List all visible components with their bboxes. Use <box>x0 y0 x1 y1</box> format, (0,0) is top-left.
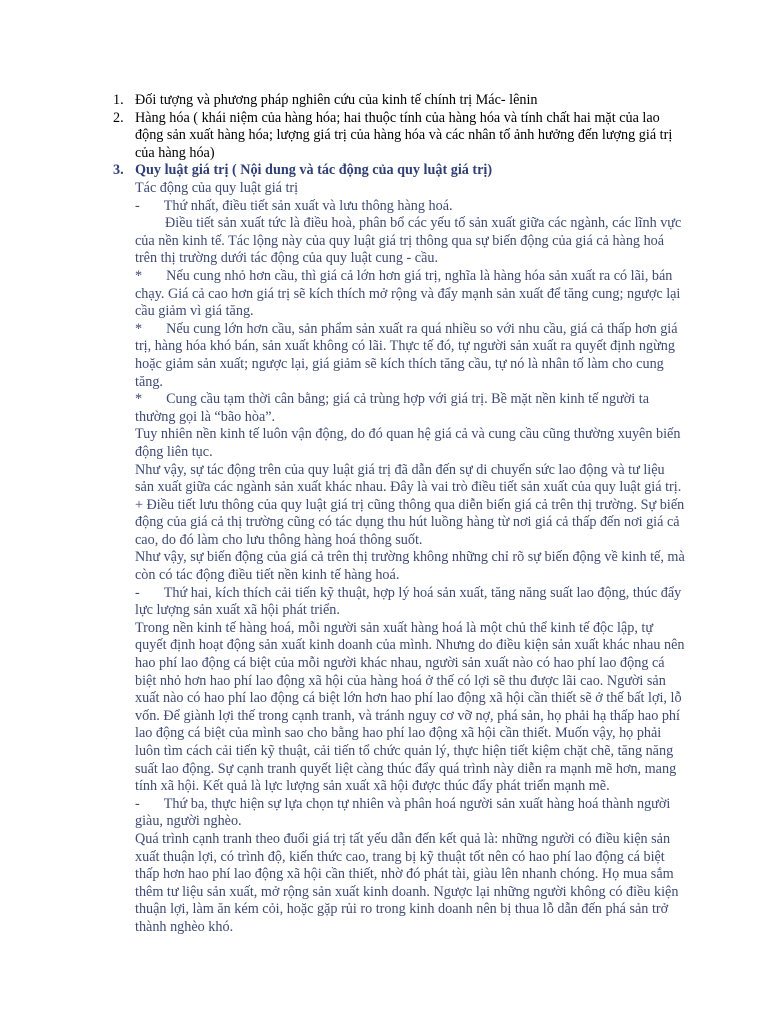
list-item-1 <box>107 92 689 110</box>
dash-marker: - <box>135 795 140 812</box>
star-item-text: Nếu cung lớn hơn cầu, sản phẩm sản xuất ra quá nhiều so với nhu cầu, giá cả thấp hơn giá trị, hàng hóa khó bán, sản xuất không có lãi. Thực tế đó, tự người sản xuất ra quyết định ngừng hoặc giảm sản xuất; ngược lại, giá giảm sẽ kích thích tăng cầu, tự nó là nhân tố làm cho cung tăng. <box>135 320 678 390</box>
paragraph: Quá trình cạnh tranh theo đuổi giá trị tất yếu dẫn đến kết quả là: những người có điều kiện sản xuất thuận lợi, có trình độ, kiến thức cao, trang bị kỹ thuật tốt nên có hao phí lao động cá biệt thấp hơn hao phí lao động xã hội cần thiết, nhờ đó phát tài, giàu lên nhanh chóng. Họ mua sắm thêm tư liệu sản xuất, mở rộng sản xuất kinh doanh. Ngược lại những người không có điều kiện thuận lợi, làm ăn kém cỏi, hoặc gặp rủi ro trong kinh doanh nên bị thua lỗ dẫn đến phá sản trở thành nghèo khó. <box>135 830 679 935</box>
list-number: 2. <box>113 109 124 126</box>
star-marker: * <box>135 320 143 337</box>
list-item-text: Quy luật giá trị ( Nội dung và tác động của quy luật giá trị) <box>135 162 493 179</box>
section-body <box>135 180 685 937</box>
paragraph: Tuy nhiên nền kinh tế luôn vận động, do đó quan hệ giá cả và cung cầu cũng thường xuyên biến động liên tục. <box>135 426 681 460</box>
paragraph: Trong nền kinh tế hàng hoá, mỗi người sản xuất hàng hoá là một chủ thể kinh tế độc lập, tự quyết định hoạt động sản xuất kinh doanh của mình. Nhưng do điều kiện sản xuất khác nhau nên hao phí lao động cá biệt của mỗi người khác nhau, người sản xuất nào có hao phí lao động cá biệt nhỏ hơn hao phí lao động xã hội của hàng hoá ở thế có lợi sẽ thu được lãi cao. Người sản xuất nào có hao phí lao động cá biệt lớn hơn hao phí lao động xã hội cần thiết sẽ ở thế bất lợi, lỗ vốn. Để giành lợi thế trong cạnh tranh, và tránh nguy cơ vỡ nợ, phá sản, họ phải hạ thấp hao phí lao động cá biệt của mình sao cho bằng hao phí lao động xã hội cần thiết. Muốn vậy, họ phải luôn tìm cách cải tiến kỹ thuật, cải tiến tổ chức quản lý, thực hiện tiết kiệm chặt chẽ, tăng năng suất lao động. Sự cạnh tranh quyết liệt càng thúc đẩy quá trình này diễn ra mạnh mẽ hơn, mang tính xã hội. Kết quả là lực lượng sản xuất xã hội được thúc đẩy phát triển mạnh mẽ. <box>135 619 685 795</box>
list-item-text: Đối tượng và phương pháp nghiên cứu của kinh tế chính trị Mác- lênin <box>135 92 538 108</box>
paragraph: Điều tiết sản xuất tức là điều hoà, phân bổ các yếu tố sản xuất giữa các ngành, các lĩnh vực của nền kinh tế. Tác lộng này của quy luật giá trị thông qua sự biến động của giá cả hàng hoá trên thị trường dưới tác động của quy luật cung - cầu. <box>135 215 682 267</box>
dash-item-text: Thứ hai, kích thích cải tiến kỹ thuật, hợp lý hoá sản xuất, tăng năng suất lao động, thúc đẩy lực lượng sản xuất xã hội phát triển. <box>135 584 682 619</box>
paragraph: + Điều tiết lưu thông của quy luật giá trị cũng thông qua diễn biến giá cả trên thị trường. Sự biến động của giá cả thị trường cũng có tác dụng thu hút luồng hàng từ nơi giá cả thấp đến nơi giá cả cao, do đó làm cho lưu thông hàng hoá thông suốt. <box>135 496 685 548</box>
list-item-text: Hàng hóa ( khái niệm của hàng hóa; hai thuộc tính của hàng hóa và tính chất hai mặt của lao động sản xuất hàng hóa; lượng giá trị của hàng hóa và các nhân tố ảnh hưởng đến lượng giá trị của hàng hóa) <box>135 109 673 161</box>
star-marker: * <box>135 391 143 408</box>
dash-item <box>135 796 685 831</box>
dash-item <box>135 198 685 216</box>
list-item-2 <box>107 110 689 163</box>
list-item-3-heading <box>107 162 689 180</box>
paragraph: Như vậy, sự tác động trên của quy luật giá trị đã dẫn đến sự di chuyển sức lao động và tư liệu sản xuất giữa các ngành sản xuất khác nhau. Đây là vai trò điều tiết sản xuất của quy luật giá trị. <box>135 461 682 496</box>
subheading: Tác động của quy luật giá trị <box>135 180 299 196</box>
dash-item <box>135 585 685 620</box>
dash-marker: - <box>135 197 140 214</box>
list-number: 3. <box>113 162 124 179</box>
star-item-text: Nếu cung nhỏ hơn cầu, thì giá cả lớn hơn giá trị, nghĩa là hàng hóa sản xuất ra có lãi, bán chạy. Giá cả cao hơn giá trị sẽ kích thích mở rộng và đẩy mạnh sản xuất để tăng cung; ngược lại cầu giảm vì giá tăng. <box>135 267 681 320</box>
paragraph: Như vậy, sự biến động của giá cả trên thị trường không những chỉ rõ sự biến động về kinh tế, mà còn có tác động điều tiết nền kinh tế hàng hoá. <box>135 549 685 584</box>
list-number: 1. <box>113 92 124 108</box>
dash-item-text: Thứ ba, thực hiện sự lựa chọn tự nhiên và phân hoá người sản xuất hàng hoá thành người giàu, người nghèo. <box>135 795 671 830</box>
star-marker: * <box>135 267 143 284</box>
numbered-list <box>107 92 689 180</box>
star-item <box>135 321 685 391</box>
star-item <box>135 391 685 426</box>
star-item-text: Cung cầu tạm thời cân bằng; giá cả trùng hợp với giá trị. Bề mặt nền kinh tế người ta thường gọi là “bão hòa”. <box>135 391 650 425</box>
star-item <box>135 268 685 321</box>
dash-item-text: Thứ nhất, điều tiết sản xuất và lưu thông hàng hoá. <box>163 197 453 214</box>
dash-marker: - <box>135 584 140 601</box>
